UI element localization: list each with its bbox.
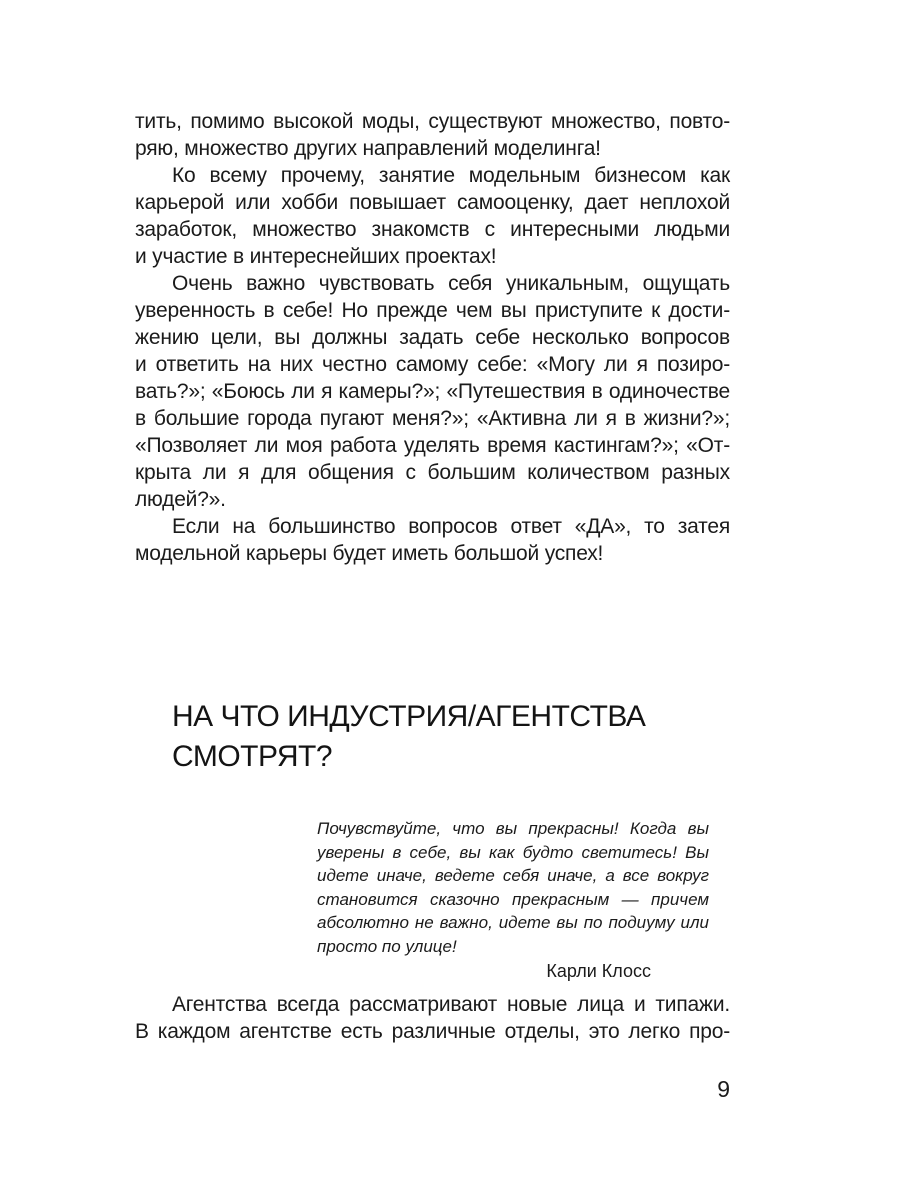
text-line: тить, помимо высокой моды, существуют множество, повто-: [135, 110, 730, 133]
paragraph: [135, 270, 730, 513]
epigraph-quote-text: [317, 817, 709, 958]
text-line: идете иначе, ведете себя иначе, а все вокруг: [317, 866, 709, 885]
text-line: карьерой или хобби повышает самооценку, дает неплохой: [135, 191, 730, 214]
text-line: абсолютно не важно, идете вы по подиуму или: [317, 913, 709, 932]
text-line: вать?»; «Боюсь ли я камеры?»; «Путешествия в одиночестве: [135, 380, 730, 403]
body-text-top: [135, 108, 730, 567]
paragraph: [135, 513, 730, 567]
text-line: в большие города пугают меня?»; «Активна ли я в жизни?»;: [135, 407, 730, 430]
text-line: и участие в интереснейших проектах!: [135, 245, 497, 268]
text-line: и ответить на них честно самому себе: «Могу ли я позиро-: [135, 353, 730, 376]
paragraph: [135, 108, 730, 162]
text-line: Почувствуйте, что вы прекрасны! Когда вы: [317, 819, 709, 838]
page-number: 9: [717, 1076, 730, 1102]
text-line: Если на большинство вопросов ответ «ДА», то затея: [172, 515, 730, 538]
text-line: «Позволяет ли моя работа уделять время кастингам?»; «От-: [135, 434, 730, 457]
text-line: ряю, множество других направлений моделинга!: [135, 137, 601, 160]
chapter-heading-line-2: СМОТРЯТ?: [172, 740, 333, 773]
text-line: людей?».: [135, 488, 226, 511]
text-line: Агентства всегда рассматривают новые лица и типажи.: [172, 993, 730, 1016]
text-line: уверены в себе, вы как будто светитесь! Вы: [317, 842, 709, 862]
paragraph: [135, 162, 730, 270]
text-line: В каждом агентстве есть различные отделы, это легко про-: [135, 1020, 730, 1043]
chapter-heading-line-1: НА ЧТО ИНДУСТРИЯ/АГЕНТСТВА: [172, 700, 646, 733]
text-line: Очень важно чувствовать себя уникальным, ощущать: [172, 272, 730, 295]
text-line: уверенность в себе! Но прежде чем вы приступите к дости-: [135, 299, 730, 322]
chapter-heading: [172, 697, 645, 777]
text-line: крыта ли я для общения с большим количеством разных: [135, 461, 730, 484]
paragraph: [317, 817, 709, 958]
text-line: модельной карьеры будет иметь большой успех!: [135, 542, 604, 565]
text-line: жению цели, вы должны задать себе несколько вопросов: [135, 326, 730, 349]
text-line: просто по улице!: [317, 936, 457, 956]
text-line: заработок, множество знакомств с интересными людьми: [135, 218, 730, 241]
quote-attribution: Карли Клосс: [546, 961, 651, 981]
epigraph-quote: [317, 817, 709, 984]
text-line: становится сказочно прекрасным — причем: [317, 889, 709, 909]
paragraph: [135, 991, 730, 1045]
text-line: Ко всему прочему, занятие модельным бизнесом как: [172, 164, 730, 187]
body-text-bottom: [135, 991, 730, 1045]
